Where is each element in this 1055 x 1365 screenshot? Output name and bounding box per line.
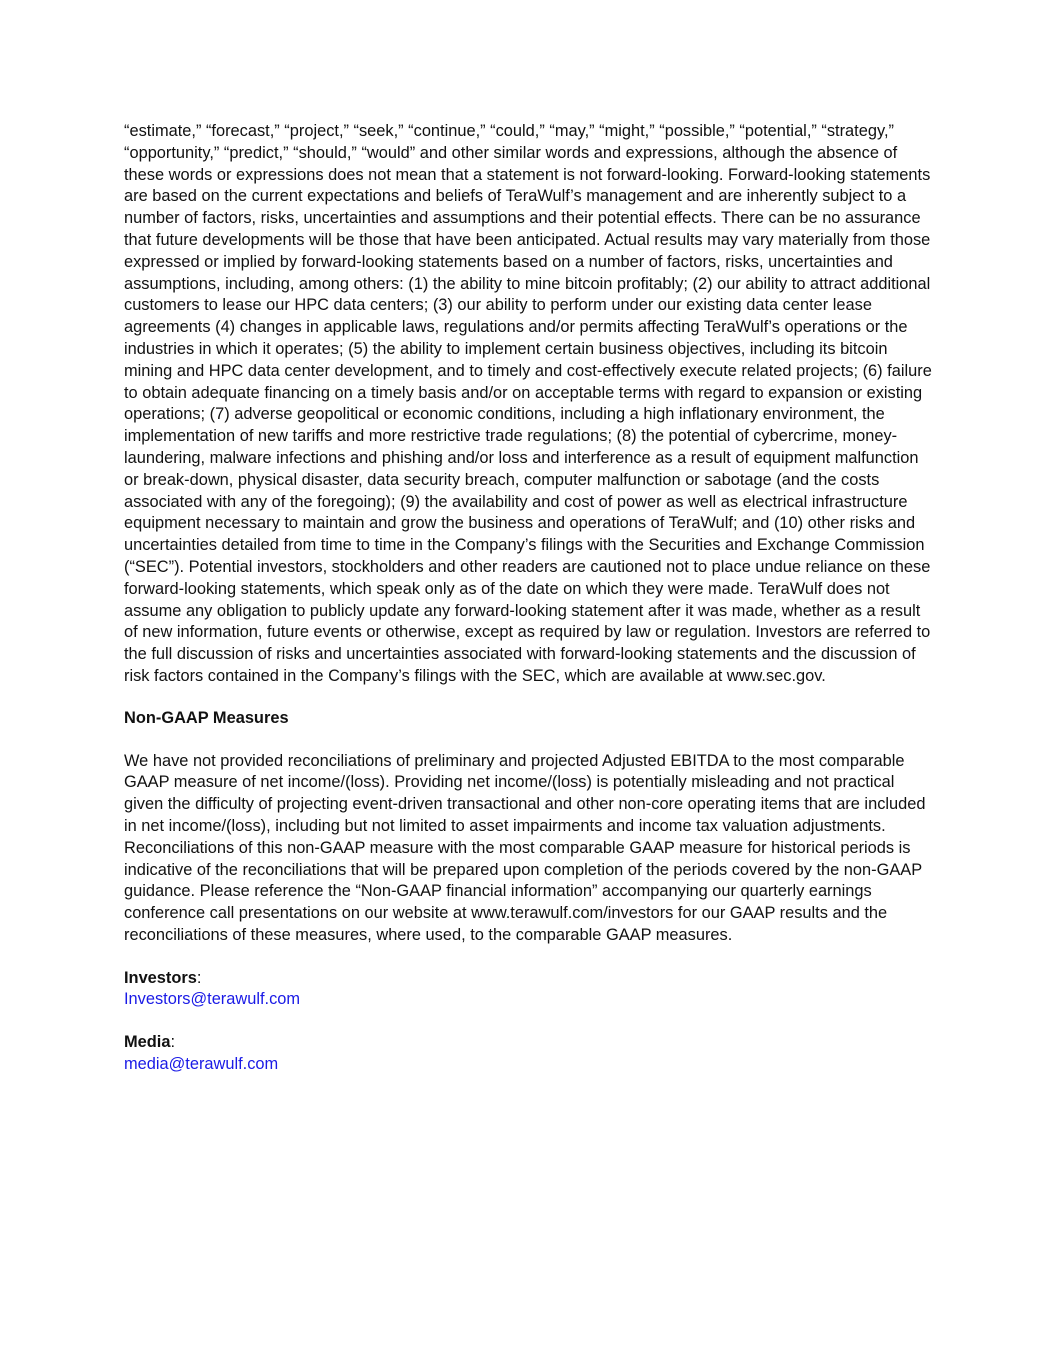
media-label: Media (124, 1033, 171, 1052)
investors-label-colon: : (196, 968, 202, 987)
investors-label-line (124, 968, 934, 990)
forward-looking-paragraph: “estimate,” “forecast,” “project,” “seek,” “continue,” “could,” “may,” “might,” “possible,” “potential,” “strategy,” “opportunity,” “predict,” “should,” “would” and other similar words and expressions, although the absence of these words or expressions does not mean that a statement is not forward-looking. Forward-looking statements are based on the current expectations and beliefs of TeraWulf’s management and are inherently subject to a number of factors, risks, uncertainties and assumptions and their potential effects. There can be no assurance that future developments will be those that have been anticipated. Actual results may vary materially from those expressed or implied by forward-looking statements based on a number of factors, risks, uncertainties and assumptions, including, among others: (1) the ability to mine bitcoin profitably; (2) our ability to attract additional customers to lease our HPC data centers; (3) our ability to perform under our existing data center lease agreements (4) changes in applicable laws, regulations and/or permits affecting TeraWulf’s operations or the industries in which it operates; (5) the ability to implement certain business objectives, including its bitcoin mining and HPC data center development, and to timely and cost-effectively execute related projects; (6) failure to obtain adequate financing on a timely basis and/or on acceptable terms with regard to expansion or existing operations; (7) adverse geopolitical or economic conditions, including a high inflationary environment, the implementation of new tariffs and more restrictive trade regulations; (8) the potential of cybercrime, money-laundering, malware infections and phishing and/or loss and interference as a result of equipment malfunction or break-down, physical disaster, data security breach, computer malfunction or sabotage (and the costs associated with any of the foregoing); (9) the availability and cost of power as well as electrical infrastructure equipment necessary to maintain and grow the business and operations of TeraWulf; and (10) other risks and uncertainties detailed from time to time in the Company’s filings with the Securities and Exchange Commission (“SEC”). Potential investors, stockholders and other readers are cautioned not to place undue reliance on these forward-looking statements, which speak only as of the date on which they were made. TeraWulf does not assume any obligation to publicly update any forward-looking statement after it was made, whether as a result of new information, future events or otherwise, except as required by law or regulation. Investors are referred to the full discussion of risks and uncertainties associated with forward-looking statements and the discussion of risk factors contained in the Company’s filings with the SEC, which are available at www.sec.gov. (124, 122, 932, 685)
media-contact (124, 1032, 934, 1076)
document-body (124, 121, 934, 1076)
media-label-colon: : (170, 1033, 176, 1052)
non-gaap-heading: Non-GAAP Measures (124, 708, 289, 727)
investors-label: Investors (124, 968, 197, 987)
investors-contact (124, 968, 934, 1012)
investors-email-link[interactable]: Investors@terawulf.com (124, 990, 301, 1009)
non-gaap-paragraph: We have not provided reconciliations of preliminary and projected Adjusted EBITDA to the most comparable GAAP measure of net income/(loss). Providing net income/(loss) is potentially misleading and not practical given the difficulty of projecting event-driven transactional and other non-core operating items that are included in net income/(loss), including but not limited to asset impairments and income tax valuation adjustments. Reconciliations of this non-GAAP measure with the most comparable GAAP measure for historical periods is indicative of the reconciliations that will be prepared upon completion of the periods covered by the non-GAAP guidance. Please reference the “Non-GAAP financial information” accompanying our quarterly earnings conference call presentations on our website at www.terawulf.com/investors for our GAAP results and the reconciliations of these measures, where used, to the comparable GAAP measures. (124, 751, 926, 944)
media-email-link[interactable]: media@terawulf.com (124, 1055, 279, 1074)
media-label-line (124, 1032, 934, 1054)
